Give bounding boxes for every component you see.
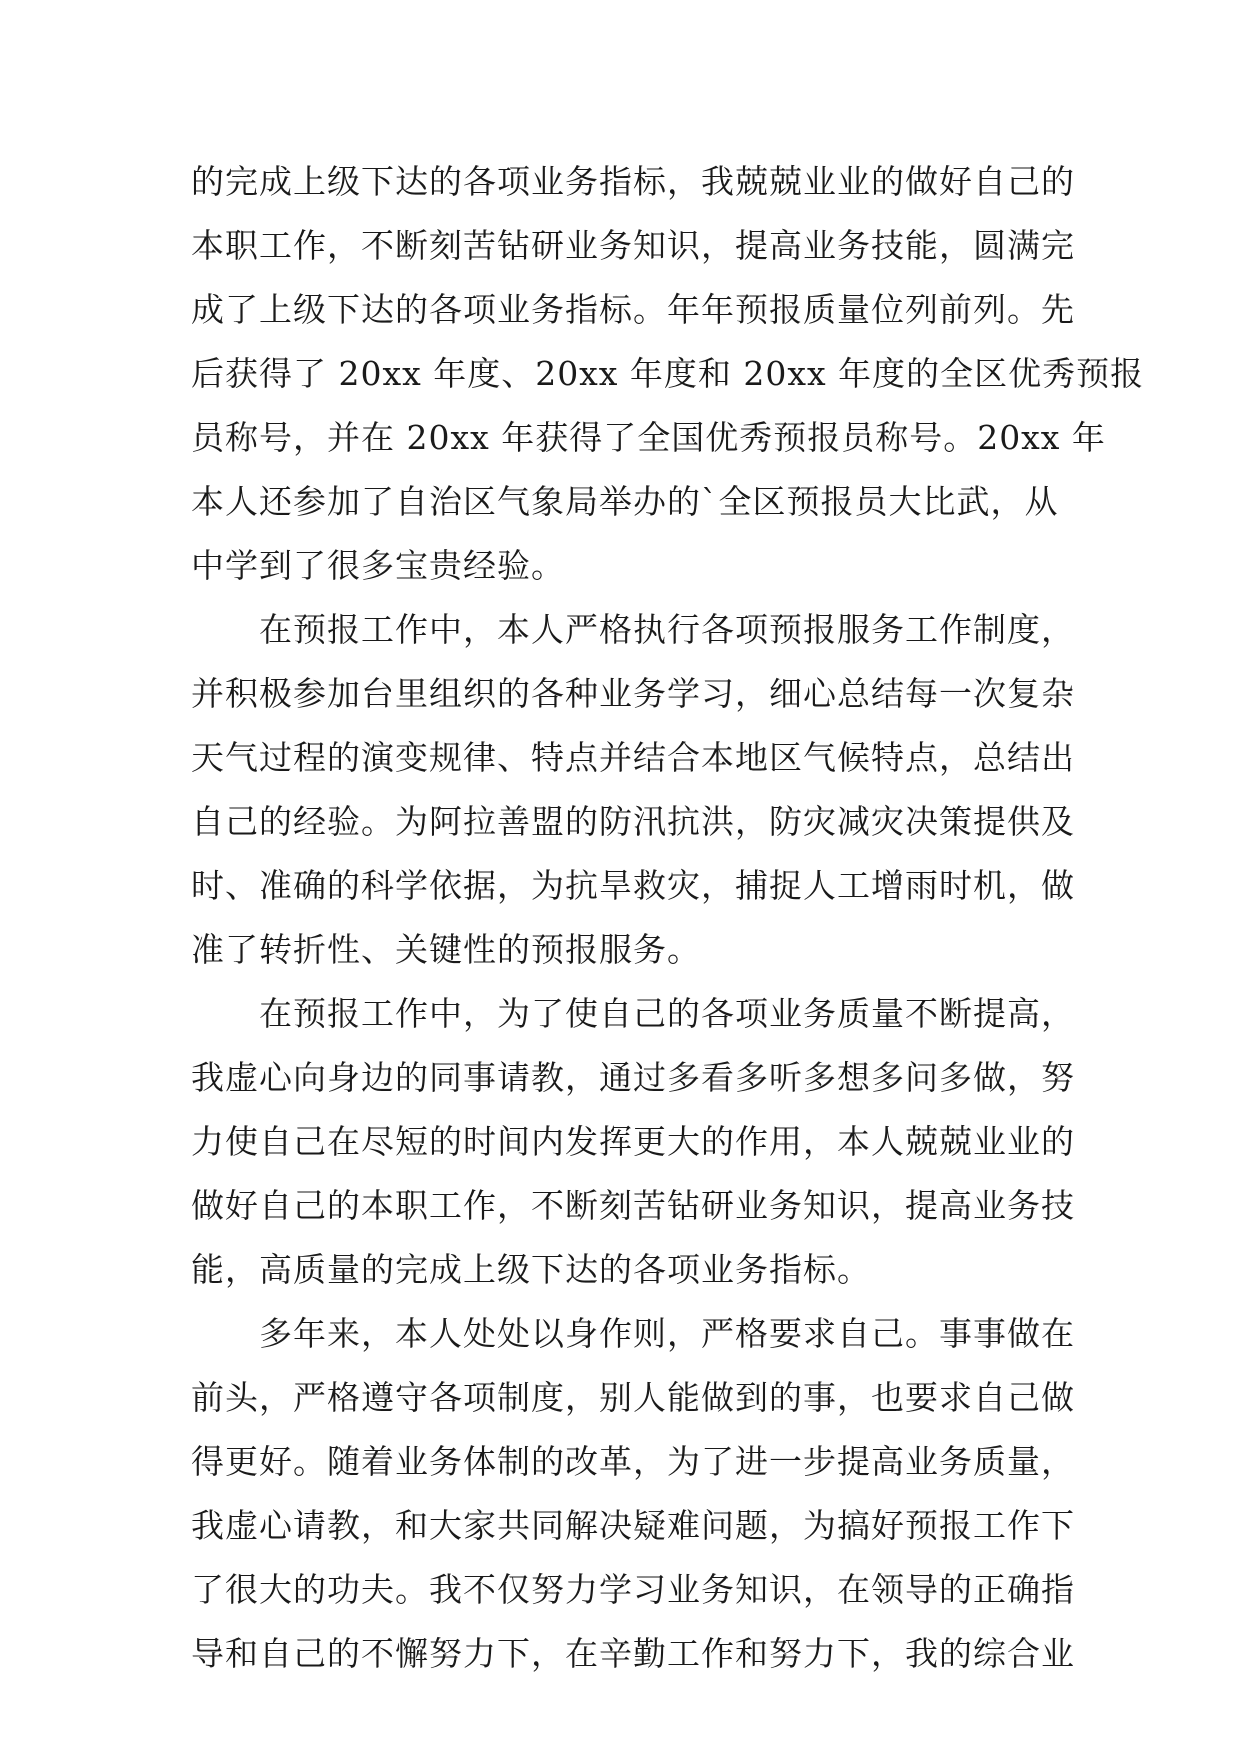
text-line: 力使自己在尽短的时间内发挥更大的作用，本人兢兢业业的 [191, 1122, 1075, 1161]
text-line: 后获得了 20xx 年度、20xx 年度和 20xx 年度的全区优秀预报 [191, 354, 1145, 393]
paragraph-first-line: 在预报工作中，为了使自己的各项业务质量不断提高， [259, 994, 1075, 1033]
document-body [191, 150, 1145, 1686]
paragraph-first-line: 在预报工作中，本人严格执行各项预报服务工作制度， [259, 610, 1075, 649]
text-line: 我虚心请教，和大家共同解决疑难问题，为搞好预报工作下 [191, 1506, 1075, 1545]
text-line: 并积极参加台里组织的各种业务学习，细心总结每一次复杂 [191, 674, 1075, 713]
text-line: 员称号，并在 20xx 年获得了全国优秀预报员称号。20xx 年 [191, 418, 1106, 457]
text-line: 成了上级下达的各项业务指标。年年预报质量位列前列。先 [191, 290, 1075, 329]
text-line: 导和自己的不懈努力下，在辛勤工作和努力下，我的综合业 [191, 1634, 1075, 1673]
text-line: 的完成上级下达的各项业务指标，我兢兢业业的做好自己的 [191, 162, 1075, 201]
text-line: 中学到了很多宝贵经验。 [191, 546, 565, 585]
text-line: 能，高质量的完成上级下达的各项业务指标。 [191, 1250, 871, 1289]
text-line: 本职工作，不断刻苦钻研业务知识，提高业务技能，圆满完 [191, 226, 1075, 265]
text-line: 本人还参加了自治区气象局举办的`全区预报员大比武，从 [191, 482, 1059, 521]
text-line: 天气过程的演变规律、特点并结合本地区气候特点，总结出 [191, 738, 1075, 777]
text-line: 我虚心向身边的同事请教，通过多看多听多想多问多做，努 [191, 1058, 1075, 1097]
text-line: 做好自己的本职工作，不断刻苦钻研业务知识，提高业务技 [191, 1186, 1075, 1225]
text-line: 前头，严格遵守各项制度，别人能做到的事，也要求自己做 [191, 1378, 1075, 1417]
text-line: 自己的经验。为阿拉善盟的防汛抗洪，防灾减灾决策提供及 [191, 802, 1075, 841]
text-line: 了很大的功夫。我不仅努力学习业务知识，在领导的正确指 [191, 1570, 1075, 1609]
paragraph-first-line: 多年来，本人处处以身作则，严格要求自己。事事做在 [259, 1314, 1075, 1353]
text-line: 时、准确的科学依据，为抗旱救灾，捕捉人工增雨时机，做 [191, 866, 1075, 905]
text-line: 准了转折性、关键性的预报服务。 [191, 930, 701, 969]
text-line: 得更好。随着业务体制的改革，为了进一步提高业务质量， [191, 1442, 1075, 1481]
